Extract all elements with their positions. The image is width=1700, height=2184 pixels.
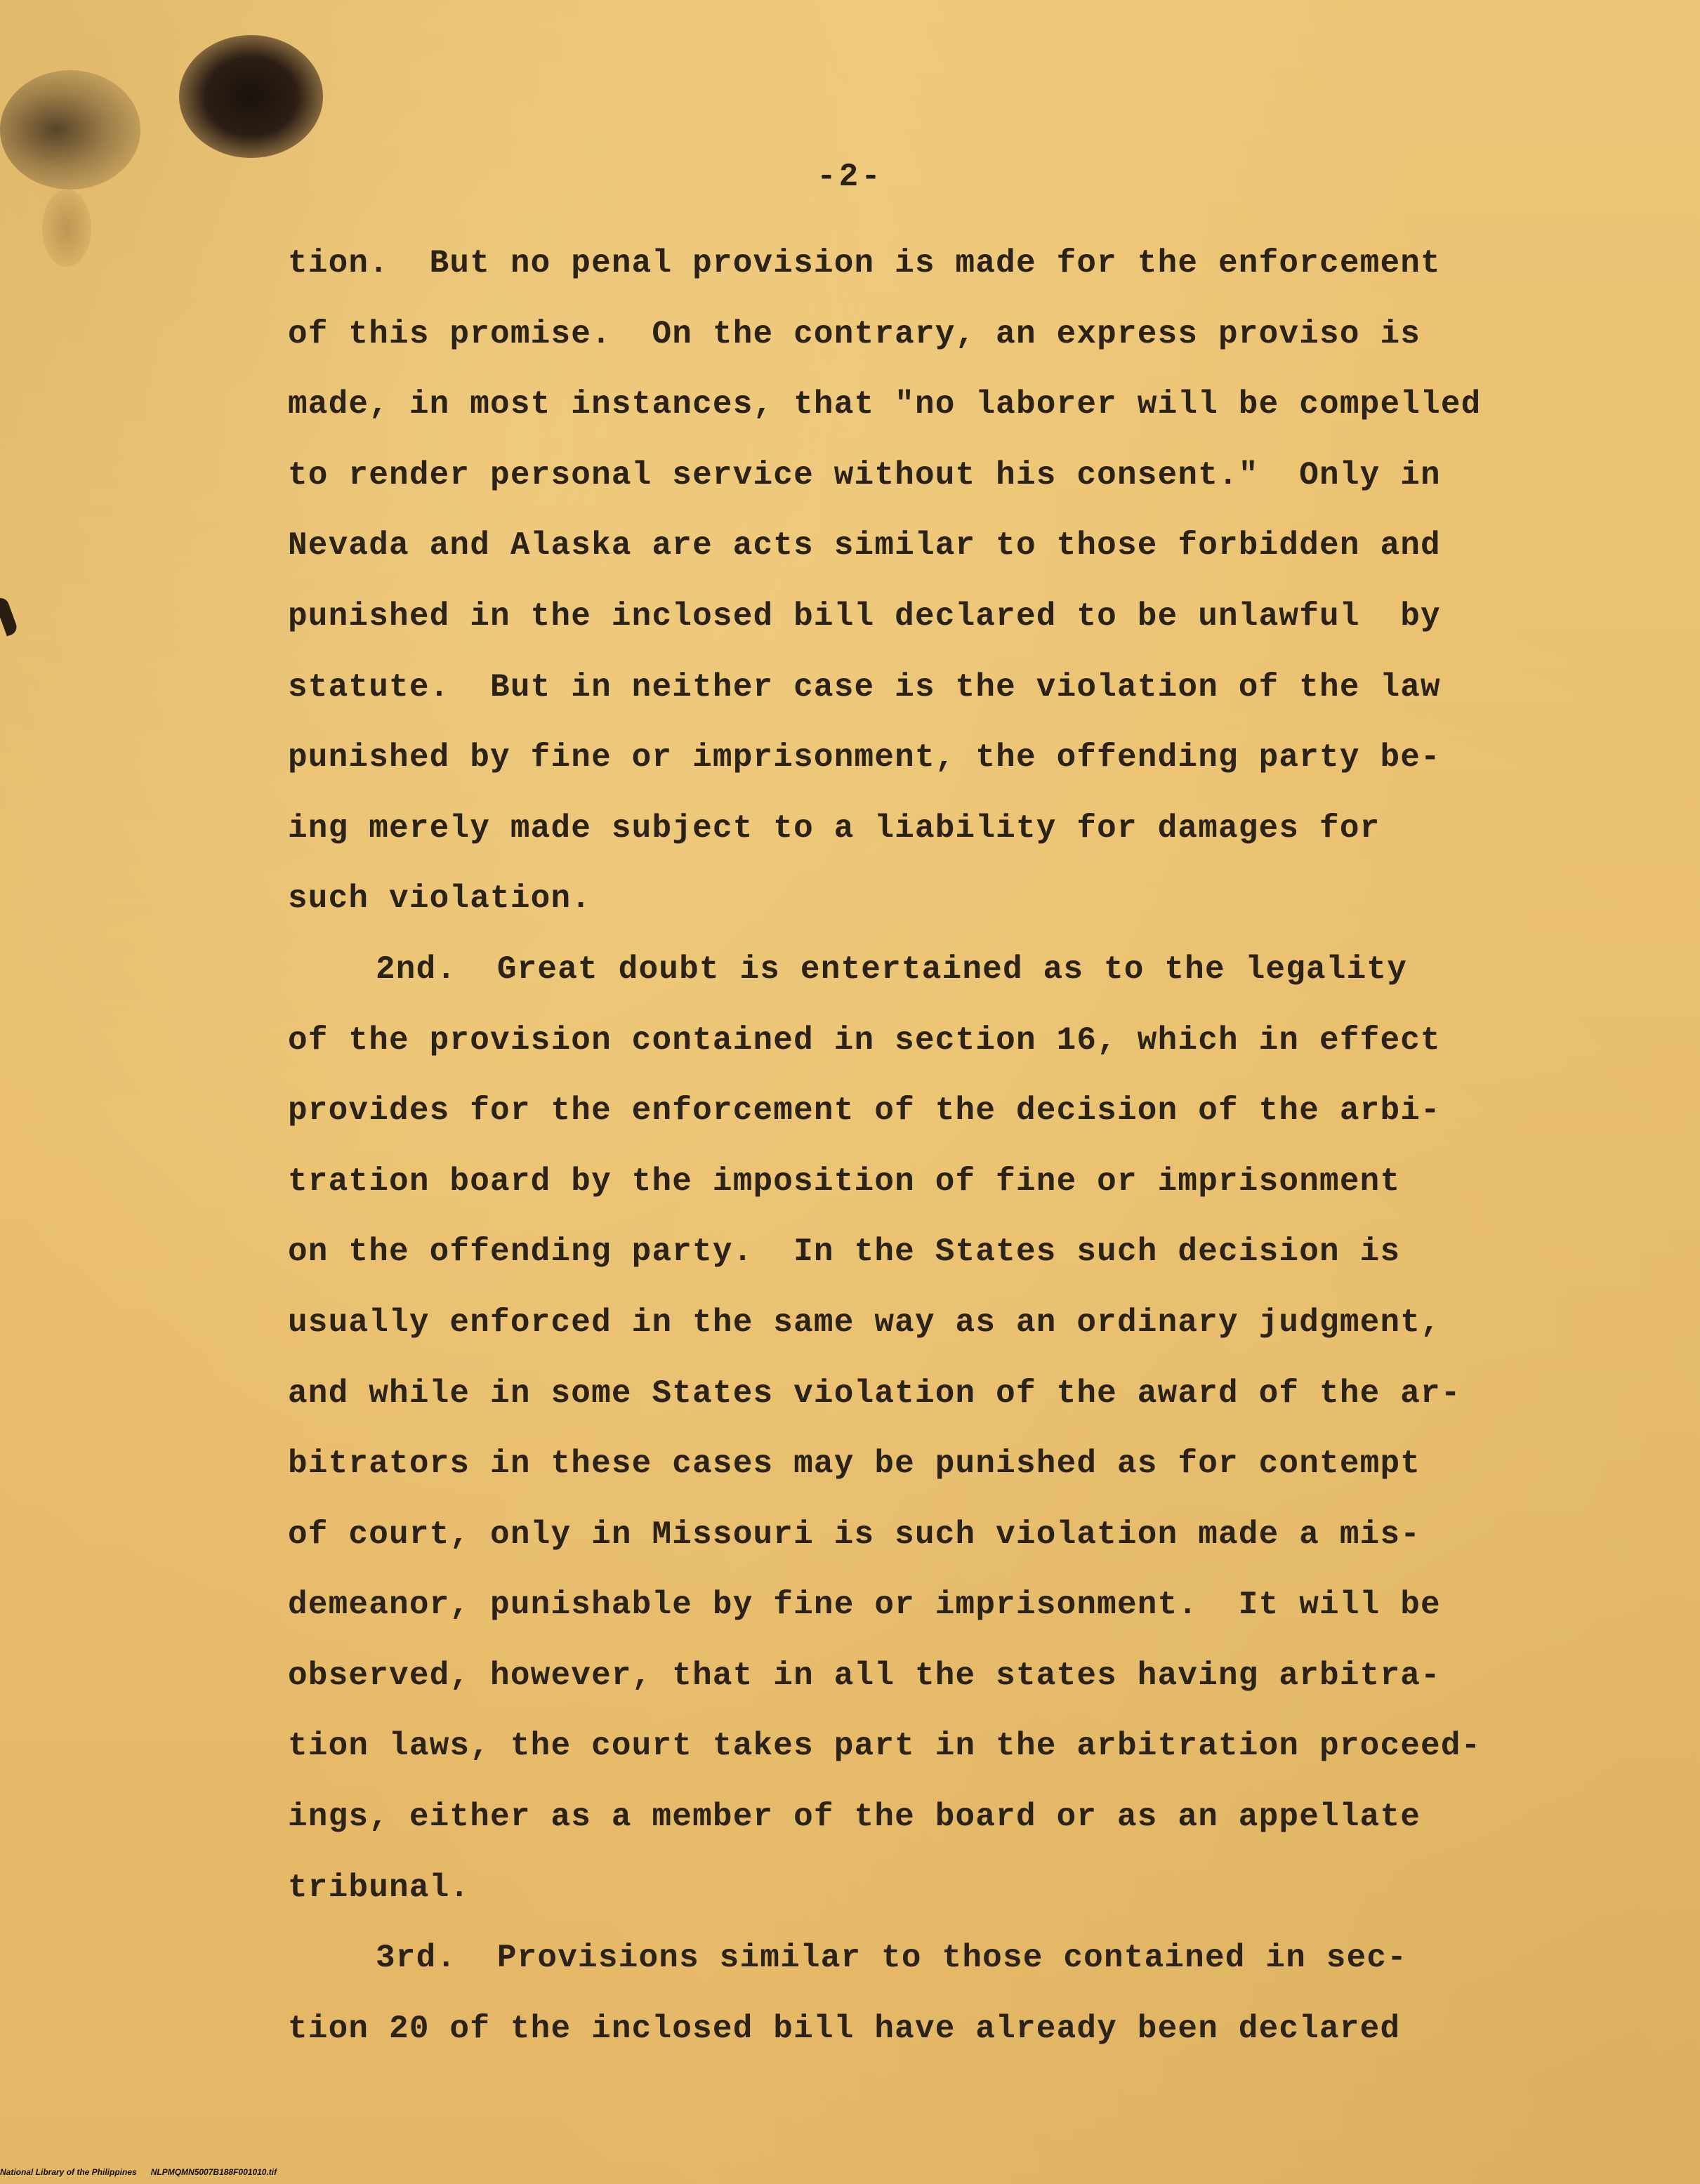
archive-caption xyxy=(0,2167,277,2177)
water-drip-stain xyxy=(42,190,91,267)
text-line: tration board by the imposition of fine or imprisonment xyxy=(288,1163,1401,1200)
text-line: demeanor, punishable by fine or imprisonment. It will be xyxy=(288,1587,1441,1624)
burn-hole-stain xyxy=(179,35,323,158)
text-line: provides for the enforcement of the decision of the arbi- xyxy=(288,1092,1441,1130)
text-line: tion 20 of the inclosed bill have already been declared xyxy=(288,2010,1401,2047)
text-line: ing merely made subject to a liability for damages for xyxy=(288,809,1381,847)
typed-letter-body xyxy=(288,228,1622,2064)
text-line: and while in some States violation of the award of the ar- xyxy=(288,1375,1461,1412)
text-line: bitrators in these cases may be punished as for contempt xyxy=(288,1445,1421,1483)
text-line: tribunal. xyxy=(288,1869,470,1906)
text-line: of the provision contained in section 16, which in effect xyxy=(288,1021,1441,1059)
text-line: statute. But in neither case is the violation of the law xyxy=(288,668,1441,706)
text-line: such violation. xyxy=(288,880,592,918)
text-line: tion laws, the court takes part in the arbitration proceed- xyxy=(288,1728,1482,1765)
text-line: 3rd. Provisions similar to those contained in sec- xyxy=(376,1940,1408,1977)
edge-tear-mark xyxy=(0,596,19,637)
text-line: to render personal service without his consent." Only in xyxy=(288,456,1441,494)
text-line: punished in the inclosed bill declared to be unlawful by xyxy=(288,597,1441,635)
text-line: usually enforced in the same way as an ordinary judgment, xyxy=(288,1304,1441,1341)
text-line: 2nd. Great doubt is entertained as to the legality xyxy=(376,951,1408,988)
text-line: observed, however, that in all the states having arbitra- xyxy=(288,1657,1441,1694)
text-line: ings, either as a member of the board or as an appellate xyxy=(288,1799,1421,1836)
archive-library-name: National Library of the Philippines xyxy=(0,2167,137,2177)
text-line: on the offending party. In the States such decision is xyxy=(288,1233,1401,1271)
text-line: Nevada and Alaska are acts similar to those forbidden and xyxy=(288,527,1441,564)
text-line: made, in most instances, that "no laborer will be compelled xyxy=(288,386,1482,423)
text-line: tion. But no penal provision is made for the enforcement xyxy=(288,245,1441,282)
archive-file-id: NLPMQMN5007B188F001010.tif xyxy=(150,2167,277,2177)
text-line: of court, only in Missouri is such violation made a mis- xyxy=(288,1516,1421,1553)
text-line: punished by fine or imprisonment, the offending party be- xyxy=(288,739,1441,776)
page-number: -2- xyxy=(817,159,883,195)
text-line: of this promise. On the contrary, an express proviso is xyxy=(288,315,1421,352)
